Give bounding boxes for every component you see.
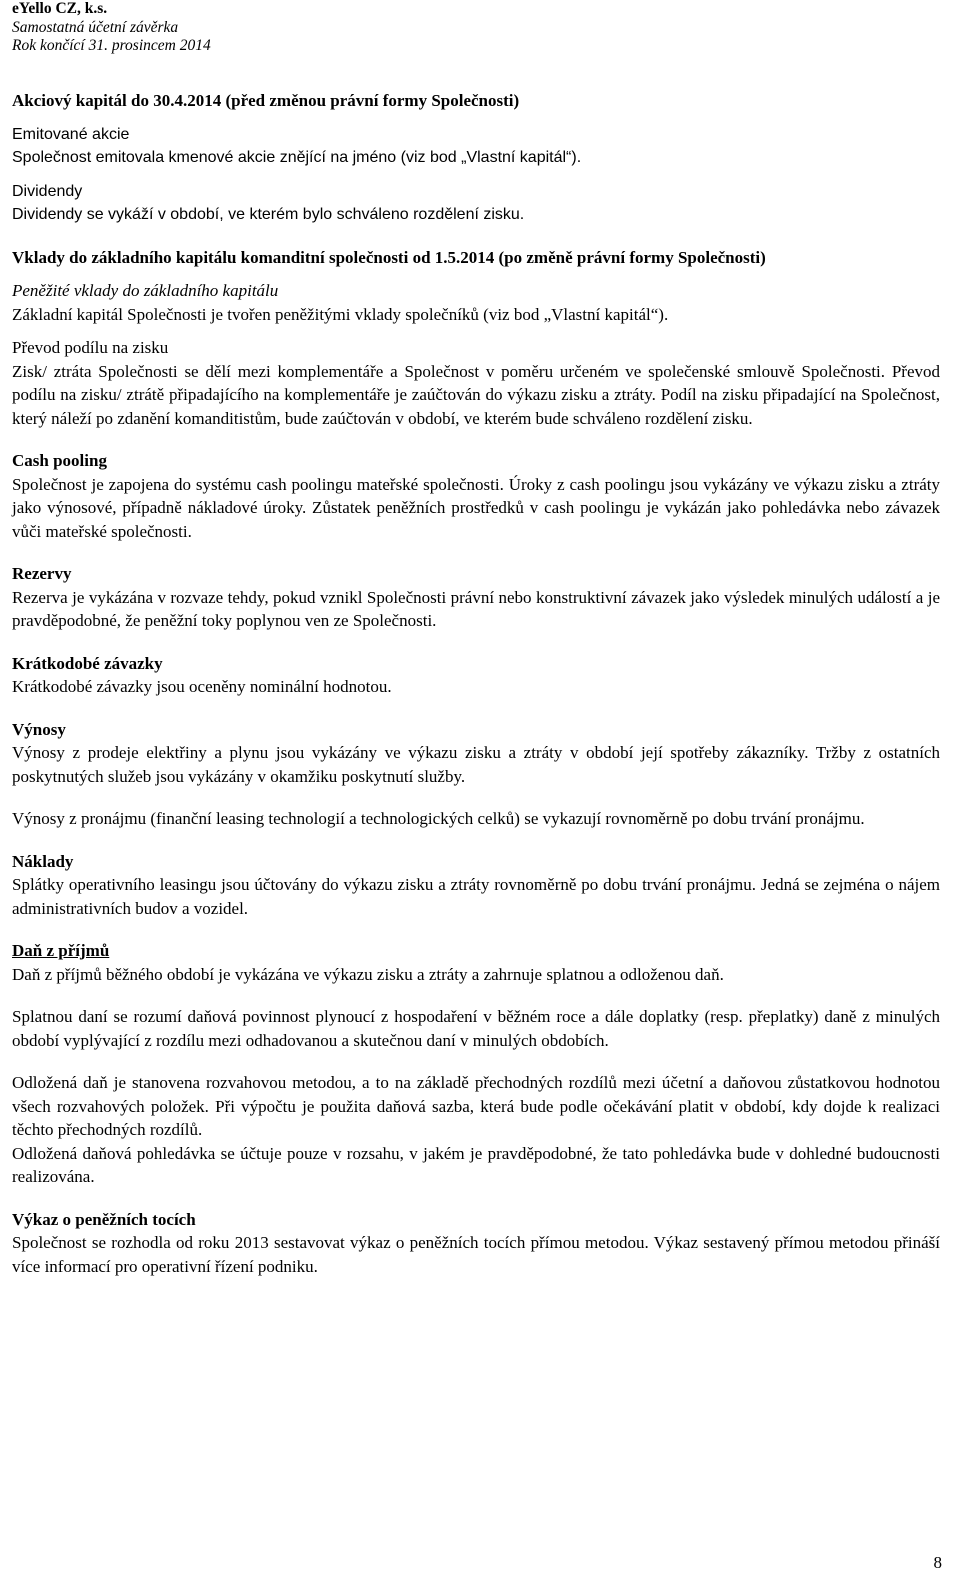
cash-pooling-text: Společnost je zapojena do systému cash poolingu mateřské společnosti. Úroky z cash poolingu jsou vykázány ve výkazu zisku a ztráty jako výnosové, případně nákladové úroky. Zůstatek peněžních prostředků v cash poolingu je vykázán jako pohledávka nebo závazek vůči mateřské společnosti.: [12, 474, 940, 541]
costs-heading: Náklady: [12, 851, 74, 871]
share-capital-heading: Akciový kapitál do 30.4.2014 (před změnou právní formy Společnosti): [12, 91, 520, 110]
income-tax-text-1: Daň z příjmů běžného období je vykázána ve výkazu zisku a ztráty a zahrnuje splatnou a odloženou daň.: [12, 964, 724, 984]
reserves-text: Rezerva je vykázána v rozvaze tehdy, pokud vznikl Společnosti právní nebo konstruktivní závazek jako výsledek minulých událostí a je pravděpodobné, že peněžní toky poplynou ven ze Společnosti.: [12, 587, 940, 630]
income-tax-heading: Daň z příjmů: [12, 941, 110, 960]
cash-flow-text: Společnost se rozhodla od roku 2013 sestavovat výkaz o peněžních tocích přímou metodou. Výkaz sestavený přímou metodou přináší více informací pro operativní řízení podniku.: [12, 1233, 940, 1276]
revenues-text-1: Výnosy z prodeje elektřiny a plynu jsou vykázány ve výkazu zisku a ztráty v období její spotřeby zákazníky. Tržby z ostatních poskytnutých služeb jsou vykázány v okamžiku poskytnutí služby.: [12, 743, 940, 786]
costs-text: Splátky operativního leasingu jsou účtovány do výkazu zisku a ztráty rovnoměrně po dobu trvání pronájmu. Jedná se zejména o nájem administrativních budov a vozidel.: [12, 875, 940, 918]
income-tax-text-4: Odložená daňová pohledávka se účtuje pouze v rozsahu, v jakém je pravděpodobné, že tato pohledávka bude v dohledné budoucnosti realizována.: [12, 1143, 940, 1186]
income-tax-text-2: Splatnou daní se rozumí daňová povinnost plynoucí z hospodaření v běžném roce a dále doplatky (resp. přeplatky) daně z minulých období vyplývající z rozdílu mezi odhadovanou a skutečnou daní v minulých obdobích.: [12, 1007, 940, 1050]
short-term-liabilities-heading: Krátkodobé závazky: [12, 653, 163, 673]
dividends-title: Dividendy: [12, 182, 83, 200]
cash-contributions-title: Peněžité vklady do základního kapitálu: [12, 281, 279, 300]
profit-transfer-text: Zisk/ ztráta Společnosti se dělí mezi komplementáře a Společnost v poměru určeném ve společenské smlouvě Společnosti. Převod podílu na zisku/ ztrátě připadajícího na komplementáře je zaúčtován do výkazu zisku a ztráty. Podíl na zisku připadající na Společnost, který náleží po zdanění komanditistům, bude zaúčtován v období, ve kterém bude schváleno rozdělení zisku.: [12, 361, 940, 428]
contributions-heading: Vklady do základního kapitálu komanditní společnosti od 1.5.2014 (po změně právní formy Společnosti): [12, 247, 766, 267]
reporting-period: Rok končící 31. prosincem 2014: [12, 37, 211, 54]
profit-transfer-title: Převod podílu na zisku: [12, 338, 169, 357]
income-tax-text-3: Odložená daň je stanovena rozvahovou metodou, a to na základě přechodných rozdílů mezi účetní a daňovou zůstatkovou hodnotou všech rozvahových položek. Při výpočtu je použita daňová sazba, která bude podle očekávání platit v období, kdy dojde k realizaci těchto přechodných rozdílů.: [12, 1073, 940, 1139]
issued-shares-title: Emitované akcie: [12, 125, 130, 143]
document-title: Samostatná účetní závěrka: [12, 18, 179, 36]
dividends-text: Dividendy se vykáží v období, ve kterém bylo schváleno rozdělení zisku.: [12, 206, 525, 223]
revenues-heading: Výnosy: [12, 719, 66, 739]
document-body: [12, 89, 940, 1278]
short-term-liabilities-text: Krátkodobé závazky jsou oceněny nominální hodnotou.: [12, 677, 392, 696]
cash-contributions-text: Základní kapitál Společnosti je tvořen peněžitými vklady společníků (viz bod „Vlastní kapitál“).: [12, 304, 669, 324]
cash-pooling-heading: Cash pooling: [12, 451, 107, 470]
issued-shares-text: Společnost emitovala kmenové akcie znějící na jméno (viz bod „Vlastní kapitál“).: [12, 149, 582, 166]
revenues-text-2: Výnosy z pronájmu (finanční leasing technologií a technologických celků) se vykazují rovnoměrně po dobu trvání pronájmu.: [12, 809, 865, 828]
page-number: 8: [933, 1553, 942, 1572]
reserves-heading: Rezervy: [12, 564, 72, 583]
cash-flow-heading: Výkaz o peněžních tocích: [12, 1209, 196, 1229]
company-name: eYello CZ, k.s.: [12, 0, 108, 17]
document-header: [12, 0, 211, 56]
